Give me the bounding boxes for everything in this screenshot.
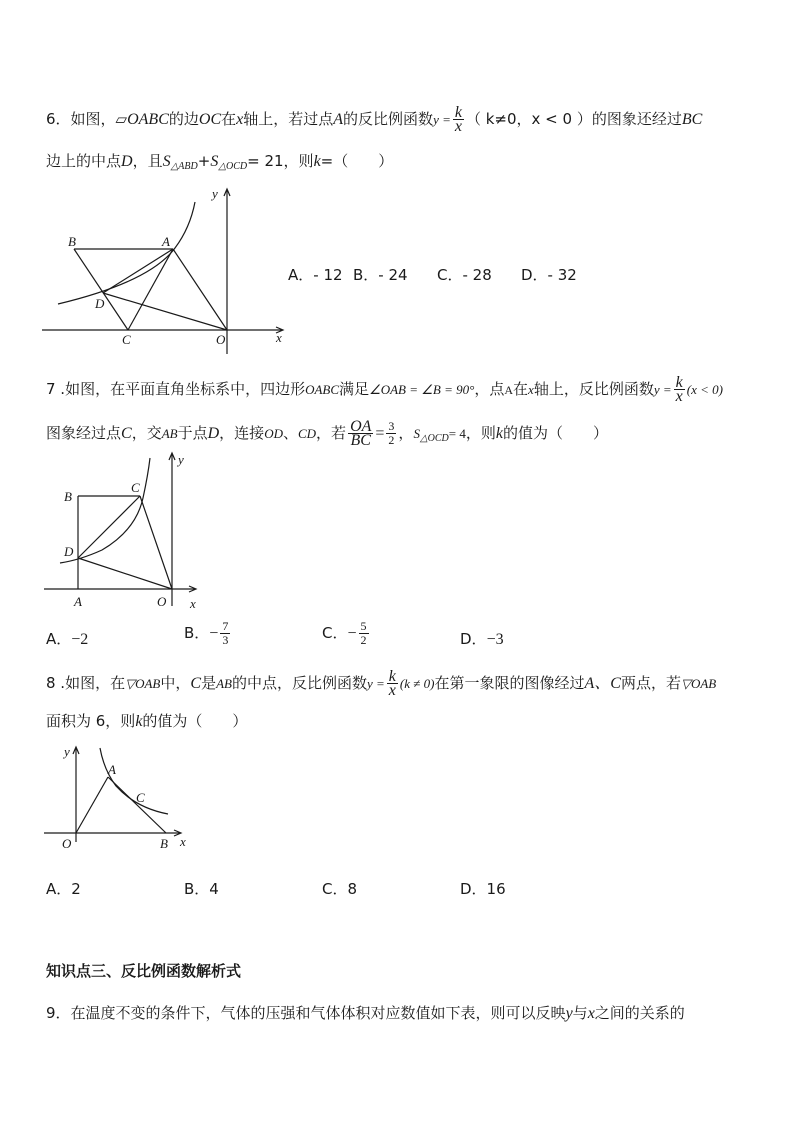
q7-option-c-fraction: $\frac{5}{2}$ (360, 619, 367, 647)
q8-label-B: B (160, 836, 168, 851)
q8-label-x: x (180, 834, 186, 849)
q6-option-b[interactable]: B．- 24 (353, 266, 408, 284)
q7-line1: 7 .如图，在平面直角坐标系中，四边形OABC满足∠OAB = ∠B = 90°，点A在x轴上，反比例函数y = $\frac{k}{x}$ (x < 0) (46, 374, 723, 405)
q6-label-D: D (95, 296, 105, 311)
section-heading: 知识点三、反比例函数解析式 (46, 962, 242, 980)
q6-segment-AC (128, 249, 173, 330)
q6-segment-AD (103, 249, 173, 293)
q8-hyperbola-curve (100, 748, 168, 814)
q7-line2: 图象经过点C，交AB于点D，连接OD、CD，若 $\frac{OA}{BC}$ = $\frac{3}{2}$ ，$S_{\triangle OCD}= 4$，则k的值为（ ） (46, 418, 608, 449)
q7-ratio-3-2: $\frac{3}{2}$ (388, 419, 395, 447)
q6-label-y: y (212, 186, 218, 201)
q6-label-x: x (276, 330, 282, 345)
q7-segment-CD (78, 496, 140, 558)
q7-label-B: B (64, 489, 72, 504)
q8-line1: 8 .如图，在▽OAB中，C是AB的中点，反比例函数y = $\frac{k}{x}$ (k ≠ 0)在第一象限的图像经过A、C两点，若▽OAB (46, 668, 717, 699)
q8-figure (40, 742, 200, 857)
q6-fraction: $\frac{k}{x}$ (454, 104, 462, 135)
q6-side-BC (74, 249, 128, 330)
q7-ratio-oa-bc: $\frac{OA}{BC}$ (350, 418, 372, 449)
q8-label-O: O (62, 836, 72, 851)
q7-label-y: y (178, 452, 184, 467)
q6-line2: 边上的中点D，且$S_{\triangle ABD}+S_{\triangle OCD}= 21$，则k=（ ） (46, 152, 394, 172)
q6-option-a[interactable]: A．- 12 (288, 266, 343, 284)
q8-label-A: A (108, 762, 116, 777)
q7-option-c[interactable]: C．− $\frac{5}{2}$ (322, 619, 367, 647)
q6-side-AO (173, 249, 227, 330)
q8-label-y: y (64, 744, 70, 759)
q8-option-c[interactable]: C．8 (322, 880, 358, 898)
q6-label-B: B (68, 234, 76, 249)
q8-side-AB (108, 777, 166, 833)
q9-line1: 9．在温度不变的条件下，气体的压强和气体体积对应数值如下表，则可以反映y与x之间的关系的 (46, 1004, 685, 1022)
q7-option-b[interactable]: B．− $\frac{7}{3}$ (184, 619, 229, 647)
q6-figure (40, 182, 300, 362)
q8-side-OA (76, 777, 108, 833)
q7-hyperbola-curve (60, 458, 150, 563)
q7-option-a[interactable]: A．−2 (46, 630, 89, 648)
q6-option-d[interactable]: D．- 32 (521, 266, 577, 284)
q8-fraction: $\frac{k}{x}$ (388, 668, 396, 699)
q6-label-A: A (162, 234, 170, 249)
q8-option-a[interactable]: A．2 (46, 880, 81, 898)
q7-label-O: O (157, 594, 167, 609)
q6-segment-DO (103, 293, 227, 330)
q6-label-O: O (216, 332, 226, 347)
q7-label-x: x (190, 596, 196, 611)
q6-hyperbola-curve (58, 202, 195, 304)
q6-label-C: C (122, 332, 131, 347)
q7-label-C: C (131, 480, 140, 495)
q7-option-d[interactable]: D．−3 (460, 630, 504, 648)
q8-option-d[interactable]: D．16 (460, 880, 506, 898)
q7-segment-DO (78, 558, 172, 589)
q8-option-b[interactable]: B．4 (184, 880, 219, 898)
q7-label-A: A (74, 594, 82, 609)
q7-option-b-fraction: $\frac{7}{3}$ (222, 619, 229, 647)
q8-line2: 面积为 6，则k的值为（ ） (46, 712, 248, 730)
q7-label-D: D (64, 544, 74, 559)
q8-label-C: C (136, 790, 145, 805)
q7-side-CO (140, 496, 172, 589)
q7-fraction: $\frac{k}{x}$ (675, 374, 683, 405)
q6-line1: 6．如图，▱OABC的边OC在x轴上，若过点A的反比例函数y = $\frac{k}{x}$ （ k≠0，x < 0 ）的图象还经过BC (46, 104, 703, 135)
q7-figure (40, 450, 210, 618)
q6-option-c[interactable]: C．- 28 (437, 266, 492, 284)
